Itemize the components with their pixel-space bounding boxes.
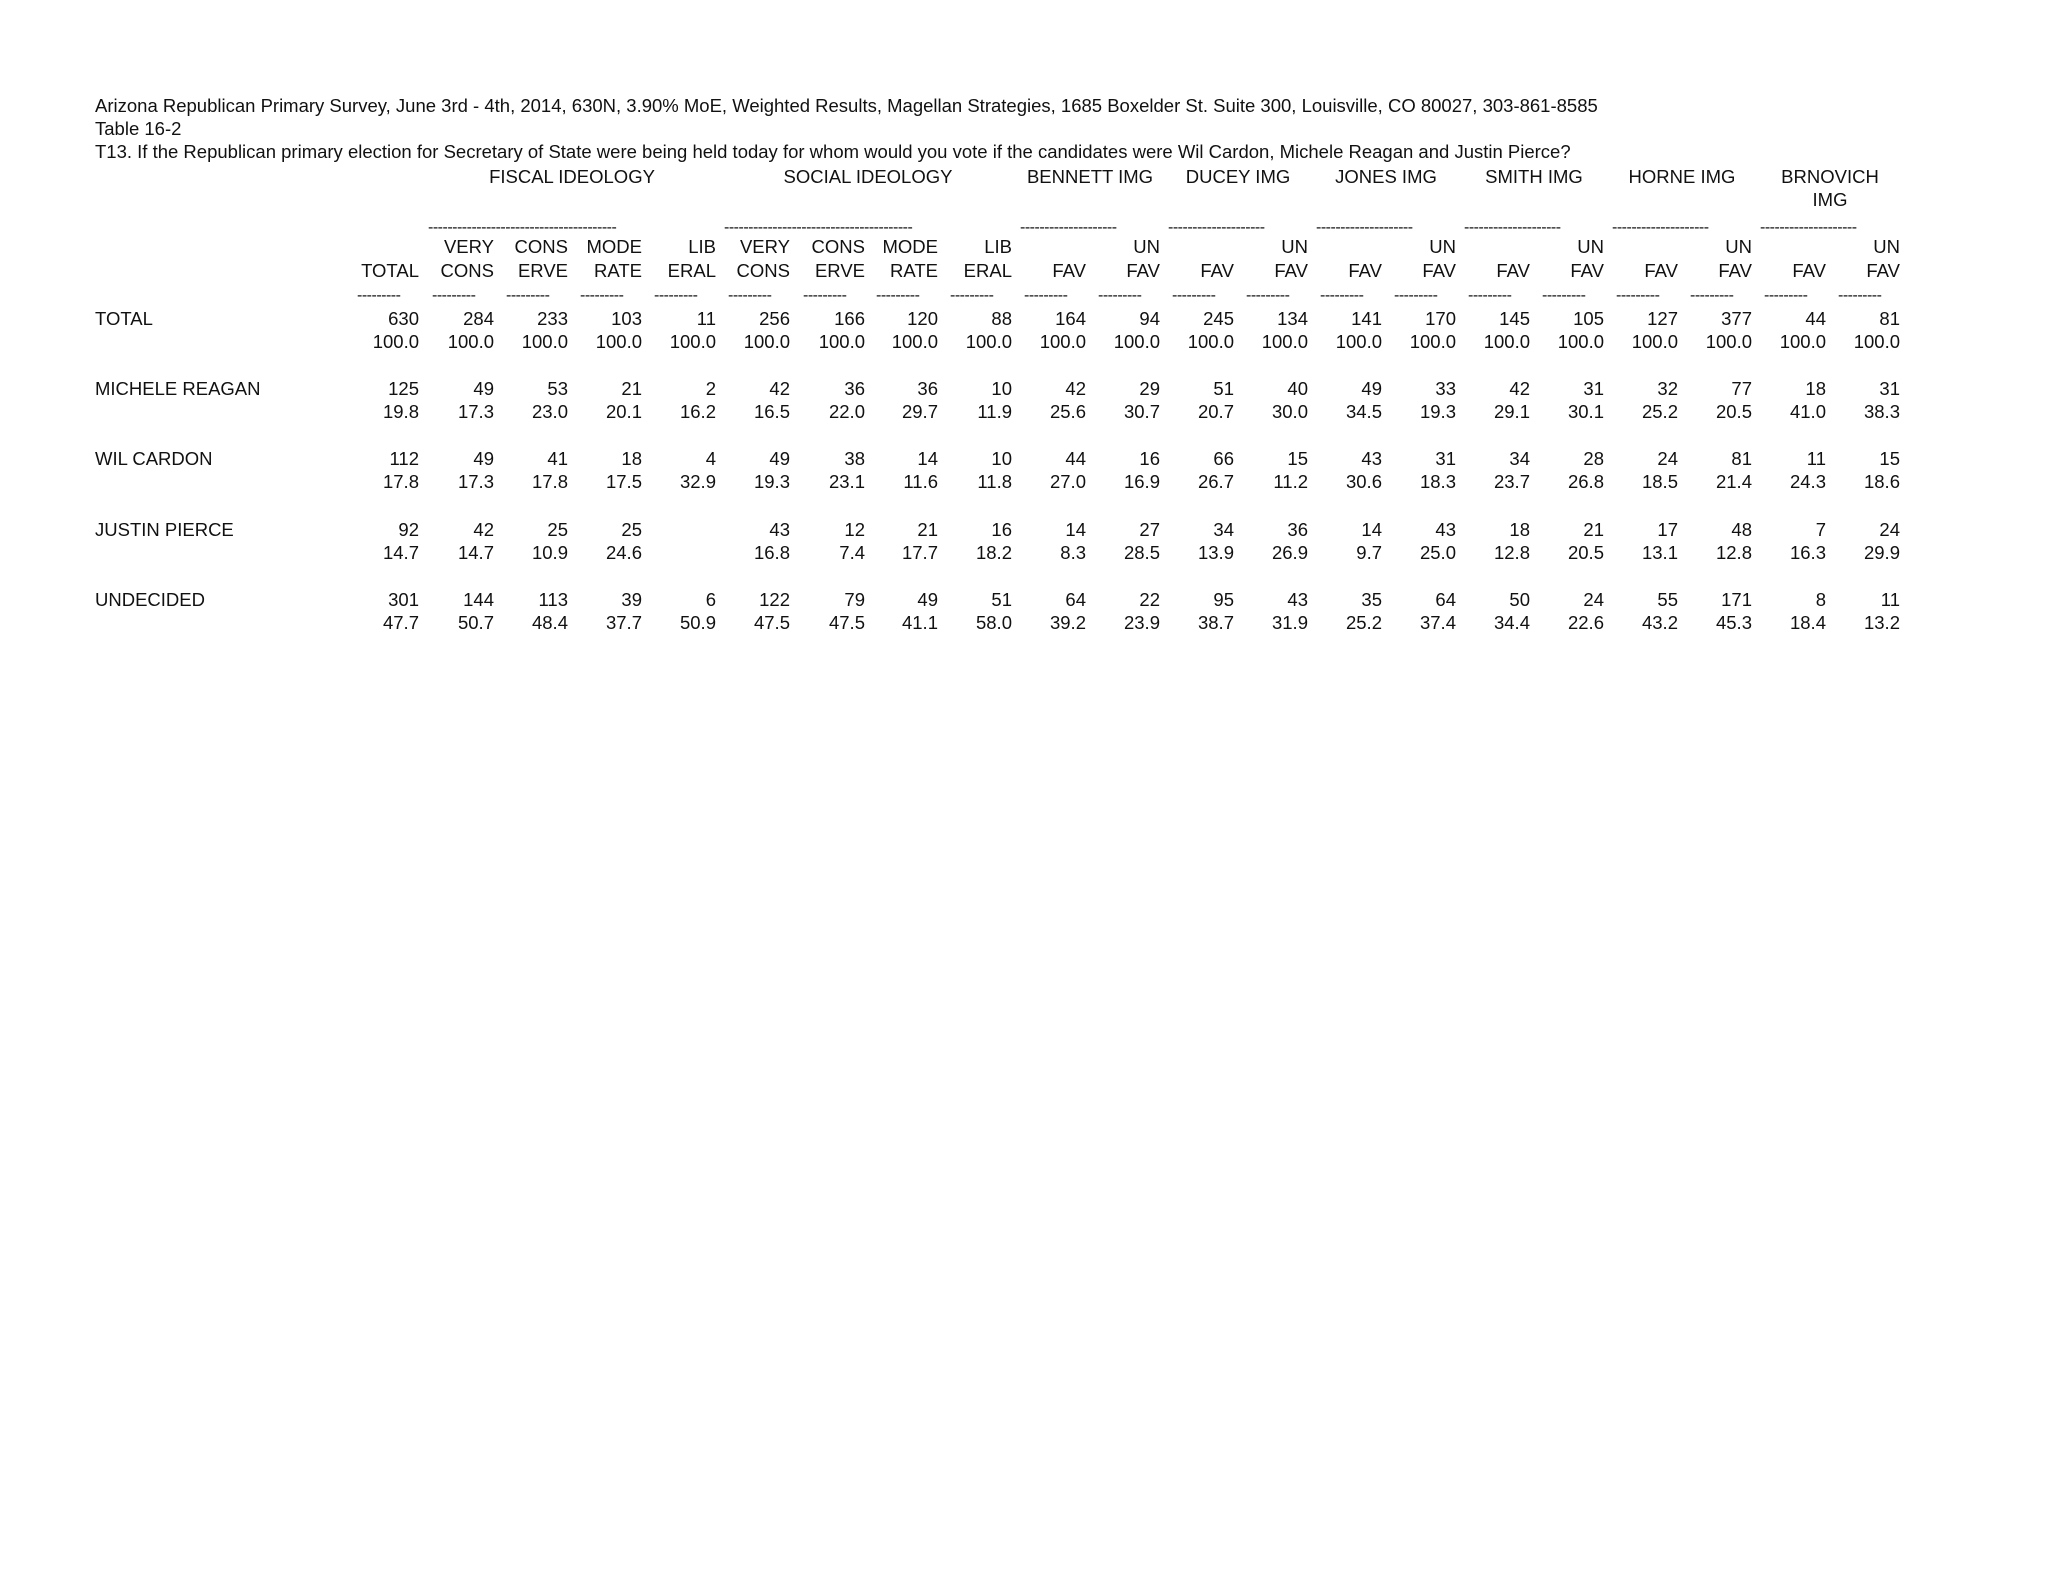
percent-cell: 100.0 xyxy=(1261,331,1308,352)
percent-cell: 11.9 xyxy=(977,401,1012,422)
count-cell: 125 xyxy=(388,378,419,399)
column-header: FAV xyxy=(1570,260,1604,281)
count-cell: 120 xyxy=(907,308,938,329)
percent-cell: 30.0 xyxy=(1271,401,1308,422)
count-cell: 27 xyxy=(1139,519,1160,540)
survey-header: Arizona Republican Primary Survey, June 3rd - 4th, 2014, 630N, 3.90% MoE, Weighted Results, Magellan Strategies, 1685 Boxelder St. Suite 300, Louisville, CO 80027, 303-861-8585 xyxy=(95,95,1598,116)
percent-cell: 39.2 xyxy=(1049,612,1086,633)
count-cell: 94 xyxy=(1139,308,1160,329)
count-cell: 77 xyxy=(1731,378,1752,399)
count-cell: 245 xyxy=(1203,308,1234,329)
count-cell: 22 xyxy=(1139,589,1160,610)
percent-cell: 26.7 xyxy=(1197,471,1234,492)
count-cell: 36 xyxy=(917,378,938,399)
percent-cell: 100.0 xyxy=(447,331,494,352)
percent-cell: 11.8 xyxy=(977,471,1012,492)
count-cell: 25 xyxy=(547,519,568,540)
column-rule: --------- xyxy=(1172,288,1216,304)
row-label: MICHELE REAGAN xyxy=(95,378,261,399)
count-cell: 284 xyxy=(463,308,494,329)
percent-cell: 12.8 xyxy=(1493,542,1530,563)
count-cell: 377 xyxy=(1721,308,1752,329)
percent-cell: 29.9 xyxy=(1863,542,1900,563)
count-cell: 113 xyxy=(538,589,568,610)
percent-cell: 18.4 xyxy=(1789,612,1826,633)
percent-cell: 23.1 xyxy=(828,471,865,492)
count-cell: 34 xyxy=(1213,519,1234,540)
percent-cell: 38.3 xyxy=(1863,401,1900,422)
count-cell: 40 xyxy=(1287,378,1308,399)
percent-cell: 100.0 xyxy=(1409,331,1456,352)
column-header: RATE xyxy=(594,260,642,281)
column-header: TOTAL xyxy=(361,260,419,281)
percent-cell: 20.1 xyxy=(605,401,642,422)
percent-cell: 47.5 xyxy=(753,612,790,633)
count-cell: 11 xyxy=(696,308,716,329)
count-cell: 31 xyxy=(1435,448,1456,469)
column-rule: --------- xyxy=(728,288,772,304)
column-header: FAV xyxy=(1496,260,1530,281)
column-header: CONS xyxy=(736,260,790,281)
column-header-top: LIB xyxy=(688,236,716,257)
row-label: UNDECIDED xyxy=(95,589,205,610)
count-cell: 43 xyxy=(769,519,790,540)
count-cell: 42 xyxy=(1065,378,1086,399)
count-cell: 49 xyxy=(1361,378,1382,399)
group-label: BENNETT IMG xyxy=(1026,166,1154,187)
count-cell: 14 xyxy=(1065,519,1086,540)
count-cell: 16 xyxy=(1139,448,1160,469)
count-cell: 233 xyxy=(537,308,568,329)
percent-cell: 29.7 xyxy=(901,401,938,422)
percent-cell: 16.8 xyxy=(753,542,790,563)
count-cell: 28 xyxy=(1583,448,1604,469)
column-header: ERVE xyxy=(814,260,865,281)
count-cell: 170 xyxy=(1425,308,1456,329)
count-cell: 81 xyxy=(1731,448,1752,469)
count-cell: 31 xyxy=(1583,378,1604,399)
count-cell: 10 xyxy=(991,378,1012,399)
count-cell: 42 xyxy=(769,378,790,399)
column-rule: --------- xyxy=(1690,288,1734,304)
count-cell: 122 xyxy=(759,589,790,610)
count-cell: 36 xyxy=(1287,519,1308,540)
column-header-top: UN xyxy=(1281,236,1308,257)
group-label: BRNOVICH xyxy=(1781,166,1879,187)
percent-cell: 22.6 xyxy=(1567,612,1604,633)
percent-cell: 100.0 xyxy=(965,331,1012,352)
column-header: FAV xyxy=(1422,260,1456,281)
group-rule: -------------------- xyxy=(1760,220,1857,236)
column-header: FAV xyxy=(1274,260,1308,281)
count-cell: 43 xyxy=(1361,448,1382,469)
row-label: WIL CARDON xyxy=(95,448,213,469)
count-cell: 38 xyxy=(844,448,865,469)
count-cell: 11 xyxy=(1880,589,1900,610)
count-cell: 12 xyxy=(844,519,865,540)
percent-cell: 18.3 xyxy=(1419,471,1456,492)
column-header-top: UN xyxy=(1873,236,1900,257)
count-cell: 32 xyxy=(1657,378,1678,399)
group-label-line2: IMG xyxy=(1812,189,1848,210)
count-cell: 49 xyxy=(917,589,938,610)
group-rule: -------------------- xyxy=(1168,220,1265,236)
percent-cell: 47.7 xyxy=(382,612,419,633)
column-rule: --------- xyxy=(1320,288,1364,304)
percent-cell: 26.9 xyxy=(1271,542,1308,563)
percent-cell: 21.4 xyxy=(1715,471,1752,492)
column-header: ERVE xyxy=(517,260,568,281)
count-cell: 24 xyxy=(1583,589,1604,610)
column-header-top: UN xyxy=(1577,236,1604,257)
count-cell: 18 xyxy=(621,448,642,469)
group-label: DUCEY IMG xyxy=(1185,166,1291,187)
group-label: JONES IMG xyxy=(1335,166,1437,187)
column-rule: --------- xyxy=(803,288,847,304)
column-rule: --------- xyxy=(1764,288,1808,304)
column-header-top: MODE xyxy=(882,236,938,257)
count-cell: 7 xyxy=(1815,519,1826,540)
percent-cell: 16.5 xyxy=(753,401,790,422)
count-cell: 4 xyxy=(705,448,716,469)
column-header-top: VERY xyxy=(739,236,790,257)
percent-cell: 18.6 xyxy=(1863,471,1900,492)
percent-cell: 16.3 xyxy=(1789,542,1826,563)
count-cell: 36 xyxy=(844,378,865,399)
percent-cell: 50.9 xyxy=(679,612,716,633)
count-cell: 145 xyxy=(1499,308,1530,329)
column-header: RATE xyxy=(890,260,938,281)
percent-cell: 100.0 xyxy=(372,331,419,352)
count-cell: 41 xyxy=(547,448,568,469)
percent-cell: 31.9 xyxy=(1271,612,1308,633)
percent-cell: 20.7 xyxy=(1197,401,1234,422)
count-cell: 25 xyxy=(621,519,642,540)
count-cell: 15 xyxy=(1287,448,1308,469)
count-cell: 17 xyxy=(1657,519,1678,540)
percent-cell: 17.3 xyxy=(457,471,494,492)
count-cell: 43 xyxy=(1435,519,1456,540)
percent-cell: 100.0 xyxy=(743,331,790,352)
percent-cell: 20.5 xyxy=(1715,401,1752,422)
percent-cell: 100.0 xyxy=(521,331,568,352)
count-cell: 51 xyxy=(1213,378,1234,399)
percent-cell: 23.0 xyxy=(531,401,568,422)
percent-cell: 100.0 xyxy=(1557,331,1604,352)
percent-cell: 7.4 xyxy=(839,542,865,563)
percent-cell: 16.9 xyxy=(1123,471,1160,492)
column-rule: --------- xyxy=(506,288,550,304)
count-cell: 8 xyxy=(1815,589,1826,610)
count-cell: 127 xyxy=(1647,308,1678,329)
count-cell: 112 xyxy=(389,448,419,469)
count-cell: 16 xyxy=(991,519,1012,540)
percent-cell: 23.9 xyxy=(1123,612,1160,633)
count-cell: 630 xyxy=(388,308,419,329)
count-cell: 171 xyxy=(1721,589,1752,610)
percent-cell: 58.0 xyxy=(975,612,1012,633)
percent-cell: 18.5 xyxy=(1641,471,1678,492)
percent-cell: 24.3 xyxy=(1789,471,1826,492)
percent-cell: 25.2 xyxy=(1345,612,1382,633)
column-header-top: CONS xyxy=(811,236,865,257)
percent-cell: 23.7 xyxy=(1493,471,1530,492)
count-cell: 42 xyxy=(1509,378,1530,399)
count-cell: 92 xyxy=(398,519,419,540)
count-cell: 21 xyxy=(1583,519,1604,540)
column-rule: --------- xyxy=(654,288,698,304)
count-cell: 256 xyxy=(759,308,790,329)
percent-cell: 17.3 xyxy=(457,401,494,422)
group-label: FISCAL IDEOLOGY xyxy=(489,166,655,187)
column-rule: --------- xyxy=(876,288,920,304)
count-cell: 55 xyxy=(1657,589,1678,610)
percent-cell: 100.0 xyxy=(818,331,865,352)
column-header: FAV xyxy=(1644,260,1678,281)
count-cell: 81 xyxy=(1879,308,1900,329)
count-cell: 166 xyxy=(834,308,865,329)
percent-cell: 19.3 xyxy=(1419,401,1456,422)
group-rule: --------------------------------------- xyxy=(724,220,913,236)
group-rule: -------------------- xyxy=(1316,220,1413,236)
column-rule: --------- xyxy=(1024,288,1068,304)
count-cell: 48 xyxy=(1731,519,1752,540)
count-cell: 105 xyxy=(1573,308,1604,329)
percent-cell: 30.7 xyxy=(1123,401,1160,422)
percent-cell: 100.0 xyxy=(1187,331,1234,352)
column-rule: --------- xyxy=(357,288,401,304)
column-rule: --------- xyxy=(1098,288,1142,304)
column-header-top: UN xyxy=(1725,236,1752,257)
percent-cell: 100.0 xyxy=(1113,331,1160,352)
percent-cell: 22.0 xyxy=(828,401,865,422)
percent-cell: 17.5 xyxy=(605,471,642,492)
percent-cell: 37.4 xyxy=(1419,612,1456,633)
percent-cell: 19.3 xyxy=(753,471,790,492)
percent-cell: 25.0 xyxy=(1419,542,1456,563)
percent-cell: 28.5 xyxy=(1123,542,1160,563)
percent-cell: 9.7 xyxy=(1356,542,1382,563)
group-label: SOCIAL IDEOLOGY xyxy=(783,166,953,187)
count-cell: 14 xyxy=(1361,519,1382,540)
count-cell: 103 xyxy=(611,308,642,329)
column-header-top: MODE xyxy=(586,236,642,257)
percent-cell: 48.4 xyxy=(531,612,568,633)
count-cell: 31 xyxy=(1879,378,1900,399)
count-cell: 95 xyxy=(1213,589,1234,610)
percent-cell: 8.3 xyxy=(1060,542,1086,563)
percent-cell: 14.7 xyxy=(382,542,419,563)
count-cell: 88 xyxy=(991,308,1012,329)
count-cell: 49 xyxy=(769,448,790,469)
percent-cell: 13.2 xyxy=(1863,612,1900,633)
percent-cell: 29.1 xyxy=(1493,401,1530,422)
count-cell: 6 xyxy=(705,589,716,610)
count-cell: 64 xyxy=(1065,589,1086,610)
row-label: TOTAL xyxy=(95,308,153,329)
count-cell: 21 xyxy=(917,519,938,540)
count-cell: 50 xyxy=(1509,589,1530,610)
count-cell: 2 xyxy=(705,378,716,399)
percent-cell: 34.4 xyxy=(1493,612,1530,633)
percent-cell: 13.9 xyxy=(1197,542,1234,563)
column-header: FAV xyxy=(1348,260,1382,281)
count-cell: 18 xyxy=(1509,519,1530,540)
count-cell: 18 xyxy=(1805,378,1826,399)
percent-cell: 100.0 xyxy=(669,331,716,352)
percent-cell: 17.8 xyxy=(382,471,419,492)
count-cell: 15 xyxy=(1879,448,1900,469)
count-cell: 51 xyxy=(991,589,1012,610)
count-cell: 29 xyxy=(1139,378,1160,399)
column-header-top: UN xyxy=(1133,236,1160,257)
percent-cell: 13.1 xyxy=(1641,542,1678,563)
group-rule: --------------------------------------- xyxy=(428,220,617,236)
count-cell: 44 xyxy=(1065,448,1086,469)
count-cell: 10 xyxy=(991,448,1012,469)
table-id: Table 16-2 xyxy=(95,118,182,139)
column-header: FAV xyxy=(1200,260,1234,281)
count-cell: 44 xyxy=(1805,308,1826,329)
percent-cell: 41.1 xyxy=(901,612,938,633)
percent-cell: 100.0 xyxy=(1335,331,1382,352)
count-cell: 53 xyxy=(547,378,568,399)
column-rule: --------- xyxy=(1468,288,1512,304)
percent-cell: 24.6 xyxy=(605,542,642,563)
percent-cell: 26.8 xyxy=(1567,471,1604,492)
group-rule: -------------------- xyxy=(1020,220,1117,236)
column-header: FAV xyxy=(1718,260,1752,281)
count-cell: 34 xyxy=(1509,448,1530,469)
percent-cell: 100.0 xyxy=(595,331,642,352)
count-cell: 301 xyxy=(388,589,419,610)
percent-cell: 41.0 xyxy=(1789,401,1826,422)
column-rule: --------- xyxy=(432,288,476,304)
percent-cell: 100.0 xyxy=(1039,331,1086,352)
group-label: HORNE IMG xyxy=(1628,166,1736,187)
percent-cell: 100.0 xyxy=(891,331,938,352)
column-header: ERAL xyxy=(667,260,716,281)
percent-cell: 38.7 xyxy=(1197,612,1234,633)
percent-cell: 100.0 xyxy=(1483,331,1530,352)
percent-cell: 100.0 xyxy=(1853,331,1900,352)
column-header: ERAL xyxy=(963,260,1012,281)
count-cell: 24 xyxy=(1879,519,1900,540)
column-header: FAV xyxy=(1792,260,1826,281)
percent-cell: 12.8 xyxy=(1715,542,1752,563)
percent-cell: 17.8 xyxy=(531,471,568,492)
count-cell: 79 xyxy=(844,589,865,610)
percent-cell: 47.5 xyxy=(828,612,865,633)
count-cell: 39 xyxy=(621,589,642,610)
percent-cell: 34.5 xyxy=(1345,401,1382,422)
count-cell: 49 xyxy=(473,448,494,469)
count-cell: 49 xyxy=(473,378,494,399)
percent-cell: 45.3 xyxy=(1715,612,1752,633)
count-cell: 134 xyxy=(1277,308,1308,329)
count-cell: 64 xyxy=(1435,589,1456,610)
percent-cell: 100.0 xyxy=(1779,331,1826,352)
percent-cell: 37.7 xyxy=(605,612,642,633)
question-text: T13. If the Republican primary election for Secretary of State were being held today for whom would you vote if the candidates were Wil Cardon, Michele Reagan and Justin Pierce? xyxy=(95,141,1571,162)
percent-cell: 11.6 xyxy=(903,471,938,492)
count-cell: 42 xyxy=(473,519,494,540)
column-rule: --------- xyxy=(1246,288,1290,304)
percent-cell: 10.9 xyxy=(531,542,568,563)
group-label: SMITH IMG xyxy=(1485,166,1583,187)
column-header: CONS xyxy=(440,260,494,281)
row-label: JUSTIN PIERCE xyxy=(95,519,234,540)
percent-cell: 43.2 xyxy=(1641,612,1678,633)
count-cell: 11 xyxy=(1806,448,1826,469)
percent-cell: 30.6 xyxy=(1345,471,1382,492)
group-rule: -------------------- xyxy=(1464,220,1561,236)
column-rule: --------- xyxy=(1616,288,1660,304)
column-rule: --------- xyxy=(1838,288,1882,304)
percent-cell: 16.2 xyxy=(679,401,716,422)
count-cell: 164 xyxy=(1055,308,1086,329)
column-header: FAV xyxy=(1126,260,1160,281)
count-cell: 33 xyxy=(1435,378,1456,399)
percent-cell: 100.0 xyxy=(1631,331,1678,352)
column-header-top: LIB xyxy=(984,236,1012,257)
percent-cell: 32.9 xyxy=(679,471,716,492)
column-rule: --------- xyxy=(1394,288,1438,304)
count-cell: 141 xyxy=(1351,308,1382,329)
count-cell: 43 xyxy=(1287,589,1308,610)
percent-cell: 30.1 xyxy=(1567,401,1604,422)
column-header-top: CONS xyxy=(514,236,568,257)
percent-cell: 27.0 xyxy=(1049,471,1086,492)
percent-cell: 17.7 xyxy=(901,542,938,563)
count-cell: 14 xyxy=(917,448,938,469)
percent-cell: 19.8 xyxy=(382,401,419,422)
count-cell: 24 xyxy=(1657,448,1678,469)
percent-cell: 100.0 xyxy=(1705,331,1752,352)
count-cell: 21 xyxy=(621,378,642,399)
percent-cell: 14.7 xyxy=(457,542,494,563)
count-cell: 66 xyxy=(1213,448,1234,469)
column-header-top: VERY xyxy=(443,236,494,257)
column-header: FAV xyxy=(1866,260,1900,281)
count-cell: 144 xyxy=(463,589,494,610)
count-cell: 35 xyxy=(1361,589,1382,610)
group-rule: -------------------- xyxy=(1612,220,1709,236)
column-rule: --------- xyxy=(950,288,994,304)
column-rule: --------- xyxy=(1542,288,1586,304)
column-rule: --------- xyxy=(580,288,624,304)
percent-cell: 18.2 xyxy=(975,542,1012,563)
percent-cell: 25.6 xyxy=(1049,401,1086,422)
percent-cell: 50.7 xyxy=(457,612,494,633)
percent-cell: 20.5 xyxy=(1567,542,1604,563)
percent-cell: 25.2 xyxy=(1641,401,1678,422)
column-header-top: UN xyxy=(1429,236,1456,257)
column-header: FAV xyxy=(1052,260,1086,281)
percent-cell: 11.2 xyxy=(1273,471,1308,492)
